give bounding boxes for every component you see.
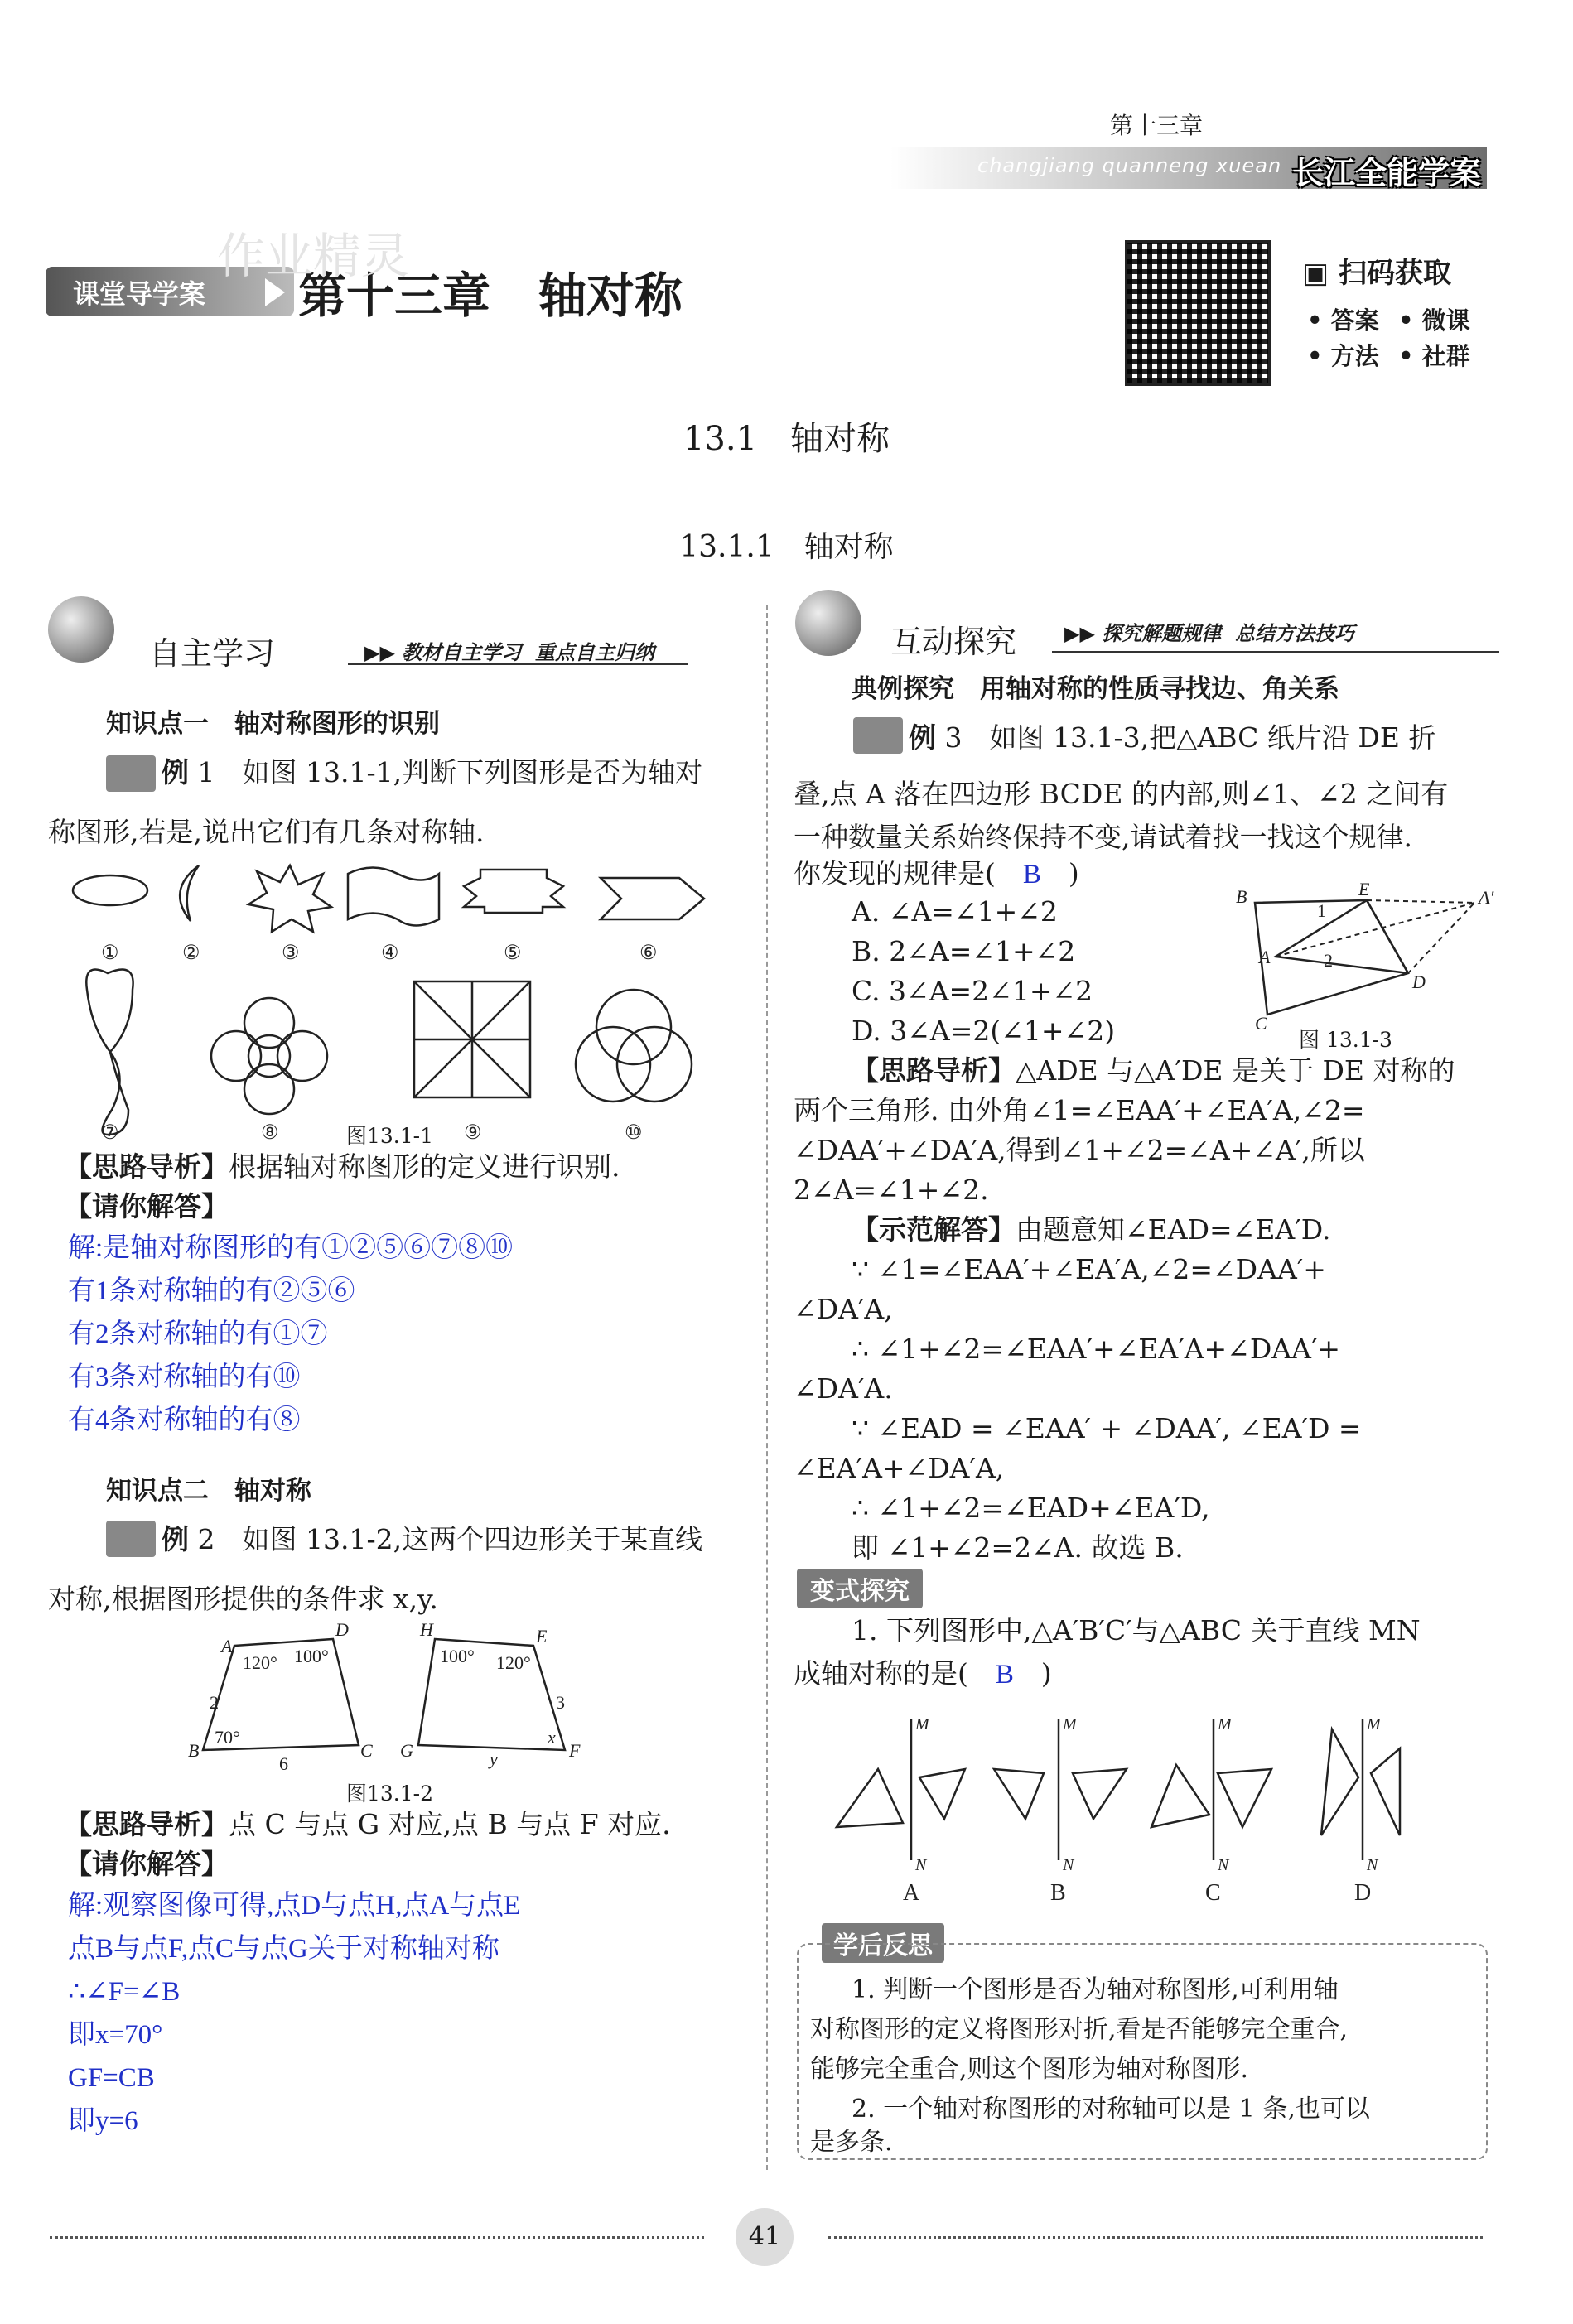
shape-num-2: ② (182, 943, 200, 964)
svg-text:2: 2 (210, 1692, 219, 1713)
shape-ellipse (73, 875, 147, 905)
kp2-title: 知识点二 轴对称 (106, 1476, 311, 1506)
answer-label-2: 【请你解答】 (65, 1848, 229, 1880)
right-banner-line (1052, 651, 1499, 653)
svg-text:C: C (360, 1740, 373, 1761)
ex3-line1: 例 3 如图 13.1-3,把△ABC 纸片沿 DE 折 (909, 721, 1436, 754)
shape-num-6: ⑥ (639, 943, 658, 964)
ex1-line2: 称图形,若是,说出它们有几条对称轴. (48, 816, 485, 848)
variant-line1: 1. 下列图形中,△A′B′C′与△ABC 关于直线 MN (852, 1614, 1421, 1647)
svg-text:100°: 100° (294, 1646, 329, 1666)
watermark: 作业精灵 (217, 228, 410, 284)
sol-line7: ∴ ∠1+∠2=∠EAD+∠EA′D, (852, 1492, 1210, 1524)
qr-item-4: • 社群 (1398, 342, 1470, 370)
globe-icon (48, 596, 114, 663)
svg-text:B: B (188, 1740, 200, 1761)
subsection-title: 13.1.1 轴对称 (679, 530, 894, 564)
ans1-line4: 有3条对称轴的有⑩ (68, 1362, 301, 1392)
variant-fig-a (837, 1719, 965, 1860)
option-d: D. 3∠A=2(∠1+∠2) (852, 1015, 1116, 1047)
header-chapter: 第十三章 (1110, 112, 1204, 139)
option-b: B. 2∠A=∠1+∠2 (852, 935, 1076, 967)
shape-flag (348, 868, 439, 926)
svg-text:B: B (1236, 886, 1247, 907)
answer-label-1: 【请你解答】 (65, 1190, 229, 1222)
figure-13-1-3 (1226, 882, 1499, 1031)
shape-bowtie (86, 970, 133, 1135)
svg-text:M: M (1367, 1715, 1381, 1733)
chapter-title: 第十三章 轴对称 (298, 268, 683, 324)
svg-text:H: H (420, 1619, 433, 1640)
solution-first: 【示范解答】由题意知∠EAD=∠EA′D. (852, 1213, 1331, 1246)
reflect-line5: 是多条. (810, 2128, 893, 2157)
fold-line-de (1367, 900, 1408, 973)
right-banner: 互动探究 (890, 624, 1017, 660)
sol-line8: 即 ∠1+∠2=2∠A. 故选 B. (852, 1531, 1184, 1564)
reflect-line4: 2. 一个轴对称图形的对称轴可以是 1 条,也可以 (852, 2095, 1370, 2124)
shape-num-9: ⑨ (464, 1122, 482, 1143)
footer-line-right (828, 2236, 1483, 2239)
variant-option-b: B (1050, 1880, 1066, 1902)
sol-line1: ∵ ∠1=∠EAA′+∠EA′A,∠2=∠DAA′+ (852, 1253, 1326, 1285)
qr-item-2: • 微课 (1398, 306, 1470, 335)
svg-text:A′: A′ (1479, 887, 1494, 908)
column-divider (766, 605, 768, 2170)
ex3-answer: B (1022, 860, 1041, 890)
shape-flower (211, 998, 327, 1114)
svg-text:y: y (490, 1748, 498, 1769)
section-title: 13.1 轴对称 (683, 420, 890, 458)
left-banner-sub: ▶▶ 教材自主学习 重点自主归纳 (364, 641, 654, 664)
svg-text:G: G (400, 1740, 413, 1761)
ans2-line3: ∴∠F=∠B (68, 1977, 181, 2007)
sol-line2: ∠DA′A, (794, 1293, 893, 1325)
ans1-line2: 有1条对称轴的有②⑤⑥ (68, 1276, 355, 1306)
footer-line-left (50, 2236, 704, 2239)
left-banner: 自主学习 (149, 635, 276, 672)
qr-item-3: • 方法 (1307, 342, 1379, 370)
fig3-caption: 图 13.1-3 (1299, 1028, 1392, 1052)
figure-13-1-2 (178, 1619, 609, 1772)
reflect-line3: 能够完全重合,则这个图形为轴对称图形. (810, 2055, 1249, 2084)
folded-edges (1367, 900, 1474, 973)
svg-text:A: A (1259, 947, 1271, 967)
svg-text:E: E (536, 1626, 548, 1647)
example-icon-3 (853, 717, 903, 754)
shape-num-7: ⑦ (101, 1122, 119, 1143)
ex1-line1: 例 1 如图 13.1-1,判断下列图形是否为轴对 (162, 756, 703, 788)
ex3-line3: 一种数量关系始终保持不变,请试着找一找这个规律. (794, 821, 1412, 853)
header-logo: 长江全能学案 (1292, 155, 1482, 191)
svg-text:N: N (1063, 1856, 1074, 1874)
variant-fig-b (994, 1719, 1127, 1860)
ex2-label: 例 (162, 1523, 189, 1555)
ex3-line2: 叠,点 A 落在四边形 BCDE 的内部,则∠1、∠2 之间有 (794, 778, 1449, 810)
variant-line2: 成轴对称的是( B ) (794, 1657, 1052, 1690)
variant-option-c: C (1205, 1880, 1221, 1902)
shape-num-1: ① (101, 943, 119, 964)
svg-text:F: F (569, 1740, 581, 1761)
example-icon-1 (106, 755, 156, 792)
shape-pinwheel (414, 981, 530, 1097)
hint2: 【思路导析】点 C 与点 G 对应,点 B 与点 F 对应. (65, 1808, 671, 1840)
svg-text:6: 6 (279, 1753, 288, 1772)
hint1: 【思路导析】根据轴对称图形的定义进行识别. (65, 1150, 620, 1183)
right-banner-sub: ▶▶ 探究解题规律 总结方法技巧 (1064, 622, 1354, 645)
sol-line5: ∵ ∠EAD = ∠EAA′ + ∠DAA′, ∠EA′D = (852, 1412, 1362, 1444)
page-number: 41 (736, 2208, 794, 2266)
variant-tag: 变式探究 (797, 1569, 923, 1608)
svg-text:120°: 120° (243, 1652, 277, 1673)
ex3-line4: 你发现的规律是( B ) (794, 857, 1079, 890)
svg-text:M: M (1063, 1715, 1077, 1733)
shape-burst (248, 865, 331, 932)
topic-title: 典例探究 用轴对称的性质寻找边、角关系 (852, 674, 1339, 704)
variant-fig-d (1321, 1719, 1400, 1860)
svg-text:M: M (915, 1715, 929, 1733)
ans2-line4: 即x=70° (68, 2020, 163, 2050)
shape-num-10: ⑩ (625, 1122, 643, 1143)
sol-line3: ∴ ∠1+∠2=∠EAA′+∠EA′A+∠DAA′+ (852, 1333, 1341, 1365)
sol-line6: ∠EA′A+∠DA′A, (794, 1452, 1005, 1484)
shape-num-3: ③ (282, 943, 300, 964)
ans1-line3: 有2条对称轴的有①⑦ (68, 1319, 328, 1349)
svg-text:N: N (1367, 1856, 1378, 1874)
ans1-line5: 有4条对称轴的有⑧ (68, 1405, 301, 1435)
scan-icon: ▣ (1302, 257, 1339, 290)
ans2-line6: 即y=6 (68, 2106, 138, 2136)
variant-figures (820, 1711, 1483, 1902)
hint3-line2: 两个三角形. 由外角∠1=∠EAA′+∠EA′A,∠2= (794, 1094, 1365, 1126)
segment-aa-prime (1276, 903, 1474, 957)
svg-text:x: x (548, 1727, 556, 1748)
shape-trefoil (576, 990, 692, 1102)
svg-text:1: 1 (1317, 900, 1326, 921)
svg-text:E: E (1358, 882, 1370, 899)
svg-text:N: N (1218, 1856, 1229, 1874)
svg-text:3: 3 (556, 1692, 565, 1713)
title-tag-text: 课堂导学案 (73, 278, 206, 310)
ans2-line2: 点B与点F,点C与点G关于对称轴对称 (68, 1934, 499, 1964)
shape-crescent (180, 865, 199, 921)
ans2-line5: GF=CB (68, 2063, 155, 2093)
ans2-line1: 解:观察图像可得,点D与点H,点A与点E (68, 1891, 521, 1921)
ex3-label: 例 (909, 721, 936, 754)
svg-text:N: N (915, 1856, 927, 1874)
reflect-tag: 学后反思 (822, 1923, 944, 1963)
header-pinyin: changjiang quanneng xuean (977, 154, 1282, 177)
reflect-line2: 对称图形的定义将图形对折,看是否能够完全重合, (810, 2015, 1349, 2044)
svg-text:2: 2 (1324, 950, 1333, 971)
hint3-line1: 【思路导析】△ADE 与△A′DE 是关于 DE 对称的 (852, 1054, 1455, 1087)
variant-fig-c (1151, 1719, 1271, 1860)
svg-text:120°: 120° (496, 1652, 531, 1673)
reflect-line1: 1. 判断一个图形是否为轴对称图形,可利用轴 (852, 1975, 1339, 2004)
shape-num-4: ④ (381, 943, 399, 964)
svg-text:M: M (1218, 1715, 1232, 1733)
hint3-line3: ∠DAA′+∠DA′A,得到∠1+∠2=∠A+∠A′,所以 (794, 1134, 1365, 1166)
figure-13-1-1 (50, 861, 729, 1143)
kp1-title: 知识点一 轴对称图形的识别 (106, 709, 440, 739)
svg-text:100°: 100° (440, 1646, 475, 1666)
variant-answer: B (995, 1660, 1014, 1690)
option-a: A. ∠A=∠1+∠2 (852, 895, 1058, 928)
globe-icon-right (795, 590, 861, 656)
svg-text:70°: 70° (215, 1727, 240, 1748)
qr-code[interactable] (1125, 240, 1271, 386)
ans1-line1: 解:是轴对称图形的有①②⑤⑥⑦⑧⑩ (68, 1233, 514, 1263)
example-icon-2 (106, 1521, 156, 1557)
variant-option-d: D (1354, 1880, 1372, 1902)
svg-text:C: C (1255, 1013, 1267, 1031)
sol-line4: ∠DA′A. (794, 1372, 893, 1405)
shape-num-5: ⑤ (504, 943, 522, 964)
fig1-caption: 图13.1-1 (346, 1124, 434, 1148)
shape-arrow (601, 878, 704, 919)
fig2-caption: 图13.1-2 (346, 1782, 434, 1806)
svg-text:A: A (221, 1636, 233, 1656)
shape-banner (464, 870, 563, 913)
ex1-label: 例 (162, 756, 189, 788)
hint3-line4: 2∠A=∠1+∠2. (794, 1174, 989, 1206)
svg-text:D: D (1412, 972, 1426, 992)
variant-option-a: A (903, 1880, 920, 1902)
qr-item-1: • 答案 (1307, 306, 1379, 335)
shape-num-8: ⑧ (261, 1122, 279, 1143)
option-c: C. 3∠A=2∠1+∠2 (852, 975, 1093, 1007)
ex2-line2: 对称,根据图形提供的条件求 x,y. (48, 1583, 438, 1615)
qr-title: ▣ 扫码获取 (1302, 257, 1451, 290)
svg-text:D: D (335, 1619, 349, 1640)
ex2-line1: 例 2 如图 13.1-2,这两个四边形关于某直线 (162, 1523, 703, 1555)
